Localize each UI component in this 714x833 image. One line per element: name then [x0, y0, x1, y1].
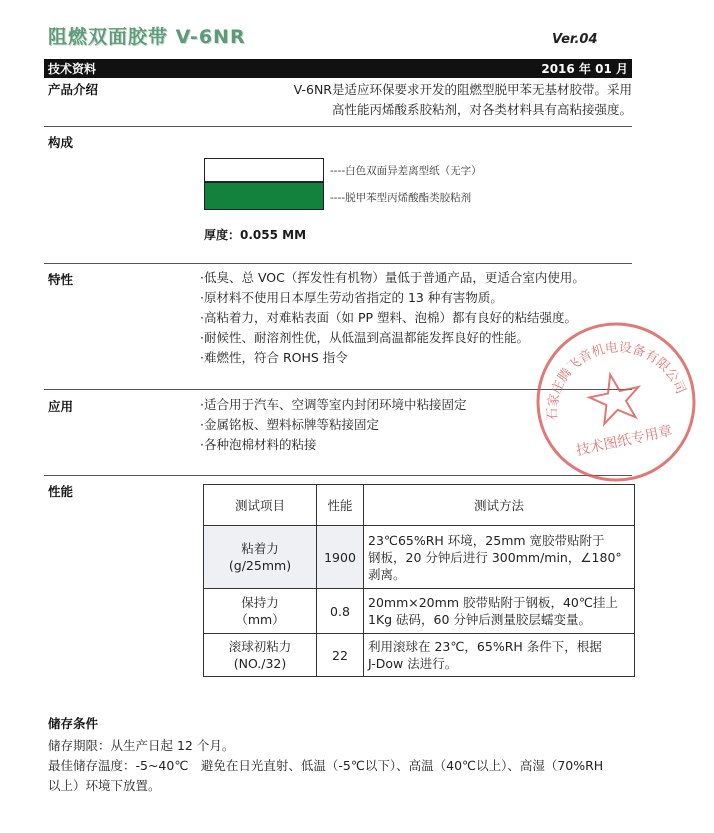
test-method: [364, 589, 635, 634]
test-item-unit: （mm）: [235, 612, 285, 627]
performance-heading: 性能: [48, 484, 74, 499]
list-item: ·高粘着力，对难粘表面（如 PP 塑料、泡棉）都有良好的粘结强度。: [200, 310, 577, 325]
method-line: 钢板，20 分钟后进行 300mm/min，∠180°: [368, 549, 622, 565]
list-item: ·各种泡棉材料的粘接: [200, 437, 317, 452]
method-line: 23℃65%RH 环境，25mm 宽胶带贴附于: [368, 532, 605, 548]
applications-heading: 应用: [48, 399, 74, 414]
header-bar-left: 技术资料: [48, 62, 97, 76]
composition-heading: 构成: [48, 135, 74, 150]
test-item: [204, 634, 317, 677]
list-item: ·难燃性，符合 ROHS 指令: [200, 350, 348, 365]
company-stamp: [532, 318, 700, 486]
thickness-label: 厚度：0.055 MM: [204, 228, 307, 242]
storage-line: 储存期限：从生产日起 12 个月。: [48, 738, 235, 753]
table-row: [204, 589, 635, 634]
method-line: 1Kg 砝码，60 分钟后测量胶层蠕变量。: [368, 612, 591, 627]
adhesive-label: ----脱甲苯型丙烯酸酯类胶粘剂: [330, 192, 472, 204]
method-line: 剥离。: [368, 566, 406, 582]
intro-heading: 产品介绍: [48, 82, 99, 97]
intro-line: 高性能丙烯酸系胶粘剂，对各类材料具有高粘接强度。: [331, 102, 632, 117]
stamp-outer-text: 石家庄腾飞音机电设备有限公司: [545, 340, 688, 421]
test-item-name: 滚球初粘力: [228, 639, 292, 654]
test-method: [364, 634, 635, 677]
method-line: J-Dow 法进行。: [368, 656, 458, 671]
divider: [44, 263, 632, 264]
release-paper-label: ----白色双面异差离型纸（无字）: [330, 165, 482, 177]
test-method: [364, 526, 635, 589]
test-item: [204, 589, 317, 634]
list-item: ·适合用于汽车、空调等室内封闭环境中粘接固定: [200, 397, 467, 412]
storage-heading: 储存条件: [48, 716, 99, 731]
col-header-item: 测试项目: [204, 485, 317, 526]
test-value: 0.8: [317, 589, 364, 634]
table-row: [204, 526, 635, 589]
test-item-name: 粘着力: [241, 541, 279, 556]
test-value: 1900: [317, 526, 364, 589]
test-item-unit: (NO./32): [233, 656, 287, 671]
performance-table: [203, 484, 635, 677]
divider: [44, 126, 632, 127]
features-heading: 特性: [48, 272, 74, 287]
list-item: ·低臭、总 VOC（挥发性有机物）量低于普通产品，更适合室内使用。: [200, 270, 585, 285]
storage-text: [48, 736, 648, 796]
release-paper-layer: [204, 158, 324, 182]
method-line: 利用滚球在 23℃，65%RH 条件下，根据: [368, 639, 602, 654]
header-bar-date: 2016 年 01 月: [541, 62, 628, 76]
col-header-method: 测试方法: [364, 485, 635, 526]
storage-line: 最佳储存温度：-5~40℃ 避免在日光直射、低温（-5℃以下）、高温（40℃以上）、高湿（70%RH: [48, 758, 604, 773]
adhesive-layer: [204, 182, 324, 210]
col-header-value: 性能: [317, 485, 364, 526]
test-item: [204, 526, 317, 589]
method-line: 20mm×20mm 胶带贴附于钢板，40℃挂上: [368, 595, 618, 610]
test-item-unit: (g/25mm): [228, 558, 292, 573]
storage-line: 以上）环境下放置。: [48, 778, 161, 793]
test-item-name: 保持力: [241, 595, 279, 610]
stamp-inner-text: 技术图纸专用章: [574, 423, 674, 460]
list-item: ·耐候性、耐溶剂性优，从低温到高温都能发挥良好的性能。: [200, 330, 529, 345]
intro-line: V-6NR是适应环保要求开发的阻燃型脱甲苯无基材胶带。采用: [293, 82, 632, 97]
header-bar: [44, 59, 632, 78]
list-item: ·原材料不使用日本厚生劳动省指定的 13 种有害物质。: [200, 290, 503, 305]
list-item: ·金属铭板、塑料标牌等粘接固定: [200, 417, 379, 432]
table-header-row: [204, 485, 635, 526]
version-label: Ver.04: [552, 32, 598, 47]
stamp-star-icon: [586, 369, 645, 425]
document-title: 阻燃双面胶带 V-6NR: [48, 26, 246, 48]
intro-text: [240, 80, 632, 120]
table-row: [204, 634, 635, 677]
test-value: 22: [317, 634, 364, 677]
